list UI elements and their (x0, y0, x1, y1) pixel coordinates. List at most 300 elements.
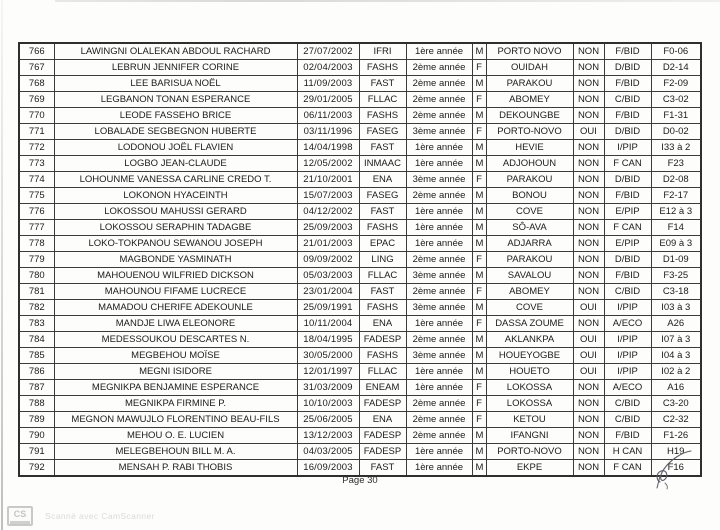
cell-type: A/ECO (604, 316, 651, 332)
cell-status: OUI (573, 300, 604, 316)
cell-year: 2ème année (406, 76, 472, 92)
camscanner-watermark-text: Scanné avec CamScanner (45, 511, 155, 521)
cell-type: C/BID (604, 412, 651, 428)
cell-year: 1ère année (406, 220, 472, 236)
cell-dob: 10/10/2003 (297, 396, 359, 412)
cell-name: LOKOSSOU SERAPHIN TADAGBE (54, 220, 297, 236)
cell-num: 766 (19, 43, 54, 60)
cell-type: I/PIP (604, 300, 651, 316)
cell-name: LEGBANON TONAN ESPERANCE (54, 92, 297, 108)
cell-status: NON (573, 76, 604, 92)
cell-name: MAHOUNOU FIFAME LUCRECE (54, 284, 297, 300)
cell-num: 778 (19, 236, 54, 252)
cell-status: NON (573, 428, 604, 444)
cell-type: D/BID (604, 124, 651, 140)
cell-year: 2ème année (406, 108, 472, 124)
camscanner-logo-icon (7, 506, 33, 526)
cell-city: IFANGNI (486, 428, 573, 444)
cell-status: NON (573, 172, 604, 188)
cell-status: NON (573, 156, 604, 172)
page-number: Page 30 (342, 475, 378, 486)
cell-status: NON (573, 43, 604, 60)
cell-num: 770 (19, 108, 54, 124)
cell-school: FASHS (359, 220, 406, 236)
cell-code: H19 (651, 444, 701, 460)
cell-school: FADESP (359, 444, 406, 460)
cell-code: F1-31 (651, 108, 701, 124)
cell-sex: M (472, 332, 486, 348)
cell-status: NON (573, 268, 604, 284)
cell-city: BONOU (486, 188, 573, 204)
cell-name: MAHOUENOU WILFRIED DICKSON (54, 268, 297, 284)
cell-sex: F (472, 124, 486, 140)
cell-num: 784 (19, 332, 54, 348)
cell-type: D/BID (604, 252, 651, 268)
cell-city: COVE (486, 300, 573, 316)
cell-num: 779 (19, 252, 54, 268)
table-row (19, 348, 701, 364)
cell-sex: M (472, 156, 486, 172)
cell-status: NON (573, 316, 604, 332)
cell-sex: F (472, 380, 486, 396)
cell-status: NON (573, 204, 604, 220)
cell-year: 1ère année (406, 316, 472, 332)
cell-city: ABOMEY (486, 92, 573, 108)
cell-sex: M (472, 204, 486, 220)
cell-school: FASHS (359, 60, 406, 76)
cell-type: H CAN (604, 444, 651, 460)
cell-school: FAST (359, 284, 406, 300)
cell-city: PARAKOU (486, 76, 573, 92)
cell-type: F/BID (604, 76, 651, 92)
cell-city: SAVALOU (486, 268, 573, 284)
table-row (19, 108, 701, 124)
cell-sex: M (472, 43, 486, 60)
cell-type: C/BID (604, 396, 651, 412)
table-row (19, 204, 701, 220)
cell-year: 2ème année (406, 92, 472, 108)
cell-status: NON (573, 412, 604, 428)
table-row (19, 284, 701, 300)
cell-sex: M (472, 220, 486, 236)
cell-code: I04 à 3 (651, 348, 701, 364)
table-row (19, 124, 701, 140)
cell-code: D2-08 (651, 172, 701, 188)
cell-name: LEODE FASSEHO BRICE (54, 108, 297, 124)
cell-name: MENSAH P. RABI THOBIS (54, 460, 297, 477)
cell-status: NON (573, 60, 604, 76)
cell-sex: M (472, 268, 486, 284)
cell-num: 771 (19, 124, 54, 140)
table-row (19, 460, 701, 477)
cell-code: F0-06 (651, 43, 701, 60)
cell-dob: 25/09/2003 (297, 220, 359, 236)
cell-sex: M (472, 108, 486, 124)
cell-name: MAGBONDE YASMINATH (54, 252, 297, 268)
cell-dob: 21/10/2001 (297, 172, 359, 188)
cell-year: 3ème année (406, 268, 472, 284)
cell-school: FLLAC (359, 364, 406, 380)
cell-type: I/PIP (604, 332, 651, 348)
cell-sex: M (472, 188, 486, 204)
camscanner-watermark (7, 506, 155, 526)
cell-dob: 14/04/1998 (297, 140, 359, 156)
cell-school: FASEG (359, 124, 406, 140)
cell-type: F/BID (604, 268, 651, 284)
cell-city: HOUETO (486, 364, 573, 380)
cell-school: FAST (359, 76, 406, 92)
cell-sex: M (472, 140, 486, 156)
cell-sex: M (472, 460, 486, 477)
cell-city: EKPE (486, 460, 573, 477)
cell-city: KETOU (486, 412, 573, 428)
cell-type: F/BID (604, 428, 651, 444)
cell-type: F CAN (604, 220, 651, 236)
cell-name: MEGNIKPA BENJAMINE ESPERANCE (54, 380, 297, 396)
scan-top-edge (55, 0, 720, 2)
cell-city: OUIDAH (486, 60, 573, 76)
cell-num: 781 (19, 284, 54, 300)
cell-sex: M (472, 428, 486, 444)
table-row (19, 396, 701, 412)
cell-code: A16 (651, 380, 701, 396)
cell-status: NON (573, 236, 604, 252)
cell-name: LEE BARISUA NOËL (54, 76, 297, 92)
cell-dob: 27/07/2002 (297, 43, 359, 60)
cell-num: 768 (19, 76, 54, 92)
cell-dob: 25/09/1991 (297, 300, 359, 316)
cell-city: ADJARRA (486, 236, 573, 252)
cell-school: EPAC (359, 236, 406, 252)
cell-status: NON (573, 92, 604, 108)
signature-mark (645, 446, 697, 498)
cell-sex: F (472, 172, 486, 188)
cell-code: I07 à 3 (651, 332, 701, 348)
cell-city: DEKOUNGBE (486, 108, 573, 124)
cell-dob: 02/04/2003 (297, 60, 359, 76)
cell-school: FASHS (359, 348, 406, 364)
table-row (19, 428, 701, 444)
cell-name: LEBRUN JENNIFER CORINE (54, 60, 297, 76)
cell-name: MEGNON MAWUJLO FLORENTINO BEAU-FILS (54, 412, 297, 428)
cell-status: NON (573, 444, 604, 460)
cell-year: 1ère année (406, 380, 472, 396)
cell-school: IFRI (359, 43, 406, 60)
cell-city: HOUEYOGBE (486, 348, 573, 364)
table-row (19, 172, 701, 188)
table-row (19, 364, 701, 380)
cell-code: F1-26 (651, 428, 701, 444)
cell-dob: 03/11/1996 (297, 124, 359, 140)
cell-name: MELEGBEHOUN BILL M. A. (54, 444, 297, 460)
cell-name: LOGBO JEAN-CLAUDE (54, 156, 297, 172)
cell-num: 773 (19, 156, 54, 172)
table-row (19, 444, 701, 460)
cell-num: 767 (19, 60, 54, 76)
cell-code: D1-09 (651, 252, 701, 268)
cell-school: FADESP (359, 332, 406, 348)
cell-sex: F (472, 412, 486, 428)
cell-school: LING (359, 252, 406, 268)
cell-year: 3ème année (406, 348, 472, 364)
cell-code: I33 à 2 (651, 140, 701, 156)
cell-name: MAMADOU CHERIFE ADEKOUNLE (54, 300, 297, 316)
table-row (19, 268, 701, 284)
cell-school: FADESP (359, 396, 406, 412)
cell-type: E/PIP (604, 236, 651, 252)
cell-dob: 30/05/2000 (297, 348, 359, 364)
cell-status: OUI (573, 364, 604, 380)
cell-sex: F (472, 396, 486, 412)
cell-school: FLLAC (359, 268, 406, 284)
cell-year: 3ème année (406, 124, 472, 140)
cell-code: F2-17 (651, 188, 701, 204)
cell-num: 787 (19, 380, 54, 396)
cell-num: 785 (19, 348, 54, 364)
cell-type: F/BID (604, 188, 651, 204)
cell-num: 792 (19, 460, 54, 477)
table-row (19, 92, 701, 108)
cell-school: FASEG (359, 188, 406, 204)
cell-year: 3ème année (406, 300, 472, 316)
cell-year: 1ère année (406, 156, 472, 172)
cell-status: NON (573, 460, 604, 477)
cell-code: F16 (651, 460, 701, 477)
cell-status: NON (573, 140, 604, 156)
cell-school: FLLAC (359, 92, 406, 108)
cell-code: F14 (651, 220, 701, 236)
cell-year: 2ème année (406, 412, 472, 428)
cell-sex: F (472, 284, 486, 300)
cell-name: LAWINGNI OLALEKAN ABDOUL RACHARD (54, 43, 297, 60)
cell-city: ABOMEY (486, 284, 573, 300)
cell-dob: 25/06/2005 (297, 412, 359, 428)
cell-sex: M (472, 444, 486, 460)
cell-name: MEDESSOUKOU DESCARTES N. (54, 332, 297, 348)
cell-code: F3-25 (651, 268, 701, 284)
cell-city: COVE (486, 204, 573, 220)
cell-school: FADESP (359, 428, 406, 444)
cell-name: MEGNIKPA FIRMINE P. (54, 396, 297, 412)
cell-dob: 09/09/2002 (297, 252, 359, 268)
cell-year: 1ère année (406, 204, 472, 220)
cell-code: E12 à 3 (651, 204, 701, 220)
cell-type: D/BID (604, 172, 651, 188)
cell-code: F23 (651, 156, 701, 172)
cell-status: NON (573, 380, 604, 396)
cell-num: 774 (19, 172, 54, 188)
cell-dob: 11/09/2003 (297, 76, 359, 92)
cell-code: F2-09 (651, 76, 701, 92)
cell-dob: 16/09/2003 (297, 460, 359, 477)
cell-num: 789 (19, 412, 54, 428)
cell-city: DASSA ZOUME (486, 316, 573, 332)
table-row (19, 140, 701, 156)
cell-year: 2ème année (406, 284, 472, 300)
cell-year: 1ère année (406, 460, 472, 477)
scan-left-edge (1, 0, 3, 530)
cell-num: 775 (19, 188, 54, 204)
cell-dob: 29/01/2005 (297, 92, 359, 108)
cell-dob: 23/01/2004 (297, 284, 359, 300)
cell-year: 2ème année (406, 252, 472, 268)
cell-city: LOKOSSA (486, 380, 573, 396)
cell-year: 1ère année (406, 236, 472, 252)
cell-sex: F (472, 252, 486, 268)
cell-city: LOKOSSA (486, 396, 573, 412)
camscanner-logo-bar (10, 521, 30, 524)
cell-code: C2-32 (651, 412, 701, 428)
cell-year: 1ère année (406, 43, 472, 60)
cell-school: ENA (359, 172, 406, 188)
cell-code: D0-02 (651, 124, 701, 140)
cell-num: 788 (19, 396, 54, 412)
cell-name: LOKONON HYACEINTH (54, 188, 297, 204)
cell-type: C/BID (604, 92, 651, 108)
table-row (19, 156, 701, 172)
cell-name: MANDJE LIWA ELEONORE (54, 316, 297, 332)
cell-code: C3-18 (651, 284, 701, 300)
cell-num: 791 (19, 444, 54, 460)
cell-name: LOHOUNME VANESSA CARLINE CREDO T. (54, 172, 297, 188)
cell-sex: F (472, 316, 486, 332)
cell-city: PORTO-NOVO (486, 124, 573, 140)
cell-type: I/PIP (604, 140, 651, 156)
cell-city: SÔ-AVA (486, 220, 573, 236)
cell-sex: M (472, 348, 486, 364)
cell-city: PARAKOU (486, 252, 573, 268)
cell-status: OUI (573, 332, 604, 348)
cell-name: MEGBEHOU MOÏSE (54, 348, 297, 364)
cell-school: FASHS (359, 108, 406, 124)
cell-status: NON (573, 252, 604, 268)
cell-type: A/ECO (604, 380, 651, 396)
cell-school: INMAAC (359, 156, 406, 172)
cell-status: NON (573, 188, 604, 204)
cell-num: 777 (19, 220, 54, 236)
cell-code: D2-14 (651, 60, 701, 76)
cell-year: 1ère année (406, 444, 472, 460)
camscanner-logo-text: CS (13, 509, 27, 519)
cell-type: F CAN (604, 460, 651, 477)
cell-status: OUI (573, 348, 604, 364)
cell-sex: M (472, 236, 486, 252)
cell-code: C3-20 (651, 396, 701, 412)
table-row (19, 332, 701, 348)
cell-type: I/PIP (604, 364, 651, 380)
cell-school: FAST (359, 204, 406, 220)
cell-dob: 06/11/2003 (297, 108, 359, 124)
cell-dob: 13/12/2003 (297, 428, 359, 444)
cell-year: 2ème année (406, 428, 472, 444)
cell-type: I/PIP (604, 348, 651, 364)
cell-num: 780 (19, 268, 54, 284)
cell-school: FAST (359, 460, 406, 477)
cell-num: 790 (19, 428, 54, 444)
cell-school: ENA (359, 316, 406, 332)
cell-dob: 10/11/2004 (297, 316, 359, 332)
table-row (19, 60, 701, 76)
cell-dob: 12/05/2002 (297, 156, 359, 172)
table-row (19, 300, 701, 316)
table-row (19, 76, 701, 92)
student-roster-table (18, 42, 702, 477)
cell-city: AKLANKPA (486, 332, 573, 348)
cell-code: I02 à 2 (651, 364, 701, 380)
cell-name: MEHOU O. E. LUCIEN (54, 428, 297, 444)
table-row (19, 188, 701, 204)
cell-name: MEGNI ISIDORE (54, 364, 297, 380)
cell-name: LOKO-TOKPANOU SEWANOU JOSEPH (54, 236, 297, 252)
cell-year: 1ère année (406, 364, 472, 380)
cell-type: F/BID (604, 108, 651, 124)
cell-sex: M (472, 364, 486, 380)
cell-num: 782 (19, 300, 54, 316)
cell-num: 783 (19, 316, 54, 332)
cell-sex: F (472, 60, 486, 76)
cell-year: 2ème année (406, 60, 472, 76)
cell-num: 769 (19, 92, 54, 108)
table-row (19, 220, 701, 236)
cell-name: LODONOU JOËL FLAVIEN (54, 140, 297, 156)
cell-code: A26 (651, 316, 701, 332)
cell-status: NON (573, 108, 604, 124)
cell-city: ADJOHOUN (486, 156, 573, 172)
cell-name: LOKOSSOU MAHUSSI GERARD (54, 204, 297, 220)
cell-type: D/BID (604, 60, 651, 76)
cell-dob: 04/03/2005 (297, 444, 359, 460)
cell-status: NON (573, 220, 604, 236)
table-row (19, 316, 701, 332)
cell-type: C/BID (604, 284, 651, 300)
cell-num: 786 (19, 364, 54, 380)
cell-year: 2ème année (406, 332, 472, 348)
table-row (19, 252, 701, 268)
cell-num: 776 (19, 204, 54, 220)
cell-status: NON (573, 284, 604, 300)
cell-code: C3-02 (651, 92, 701, 108)
cell-type: F/BID (604, 43, 651, 60)
cell-school: FASHS (359, 300, 406, 316)
cell-school: FAST (359, 140, 406, 156)
cell-school: ENEAM (359, 380, 406, 396)
cell-school: ENA (359, 412, 406, 428)
cell-year: 3ème année (406, 172, 472, 188)
cell-num: 772 (19, 140, 54, 156)
table-row (19, 380, 701, 396)
cell-type: E/PIP (604, 204, 651, 220)
cell-sex: M (472, 300, 486, 316)
cell-code: E09 à 3 (651, 236, 701, 252)
cell-dob: 31/03/2009 (297, 380, 359, 396)
cell-year: 2ème année (406, 188, 472, 204)
cell-city: PARAKOU (486, 172, 573, 188)
cell-dob: 12/01/1997 (297, 364, 359, 380)
cell-city: PORTO-NOVO (486, 444, 573, 460)
cell-city: HEVIE (486, 140, 573, 156)
table-row (19, 412, 701, 428)
cell-dob: 18/04/1995 (297, 332, 359, 348)
cell-dob: 04/12/2002 (297, 204, 359, 220)
cell-type: F CAN (604, 156, 651, 172)
cell-code: I03 à 3 (651, 300, 701, 316)
cell-year: 2ème année (406, 396, 472, 412)
cell-year: 1ère année (406, 140, 472, 156)
cell-dob: 21/01/2003 (297, 236, 359, 252)
cell-dob: 05/03/2003 (297, 268, 359, 284)
cell-city: PORTO NOVO (486, 43, 573, 60)
table-row (19, 236, 701, 252)
